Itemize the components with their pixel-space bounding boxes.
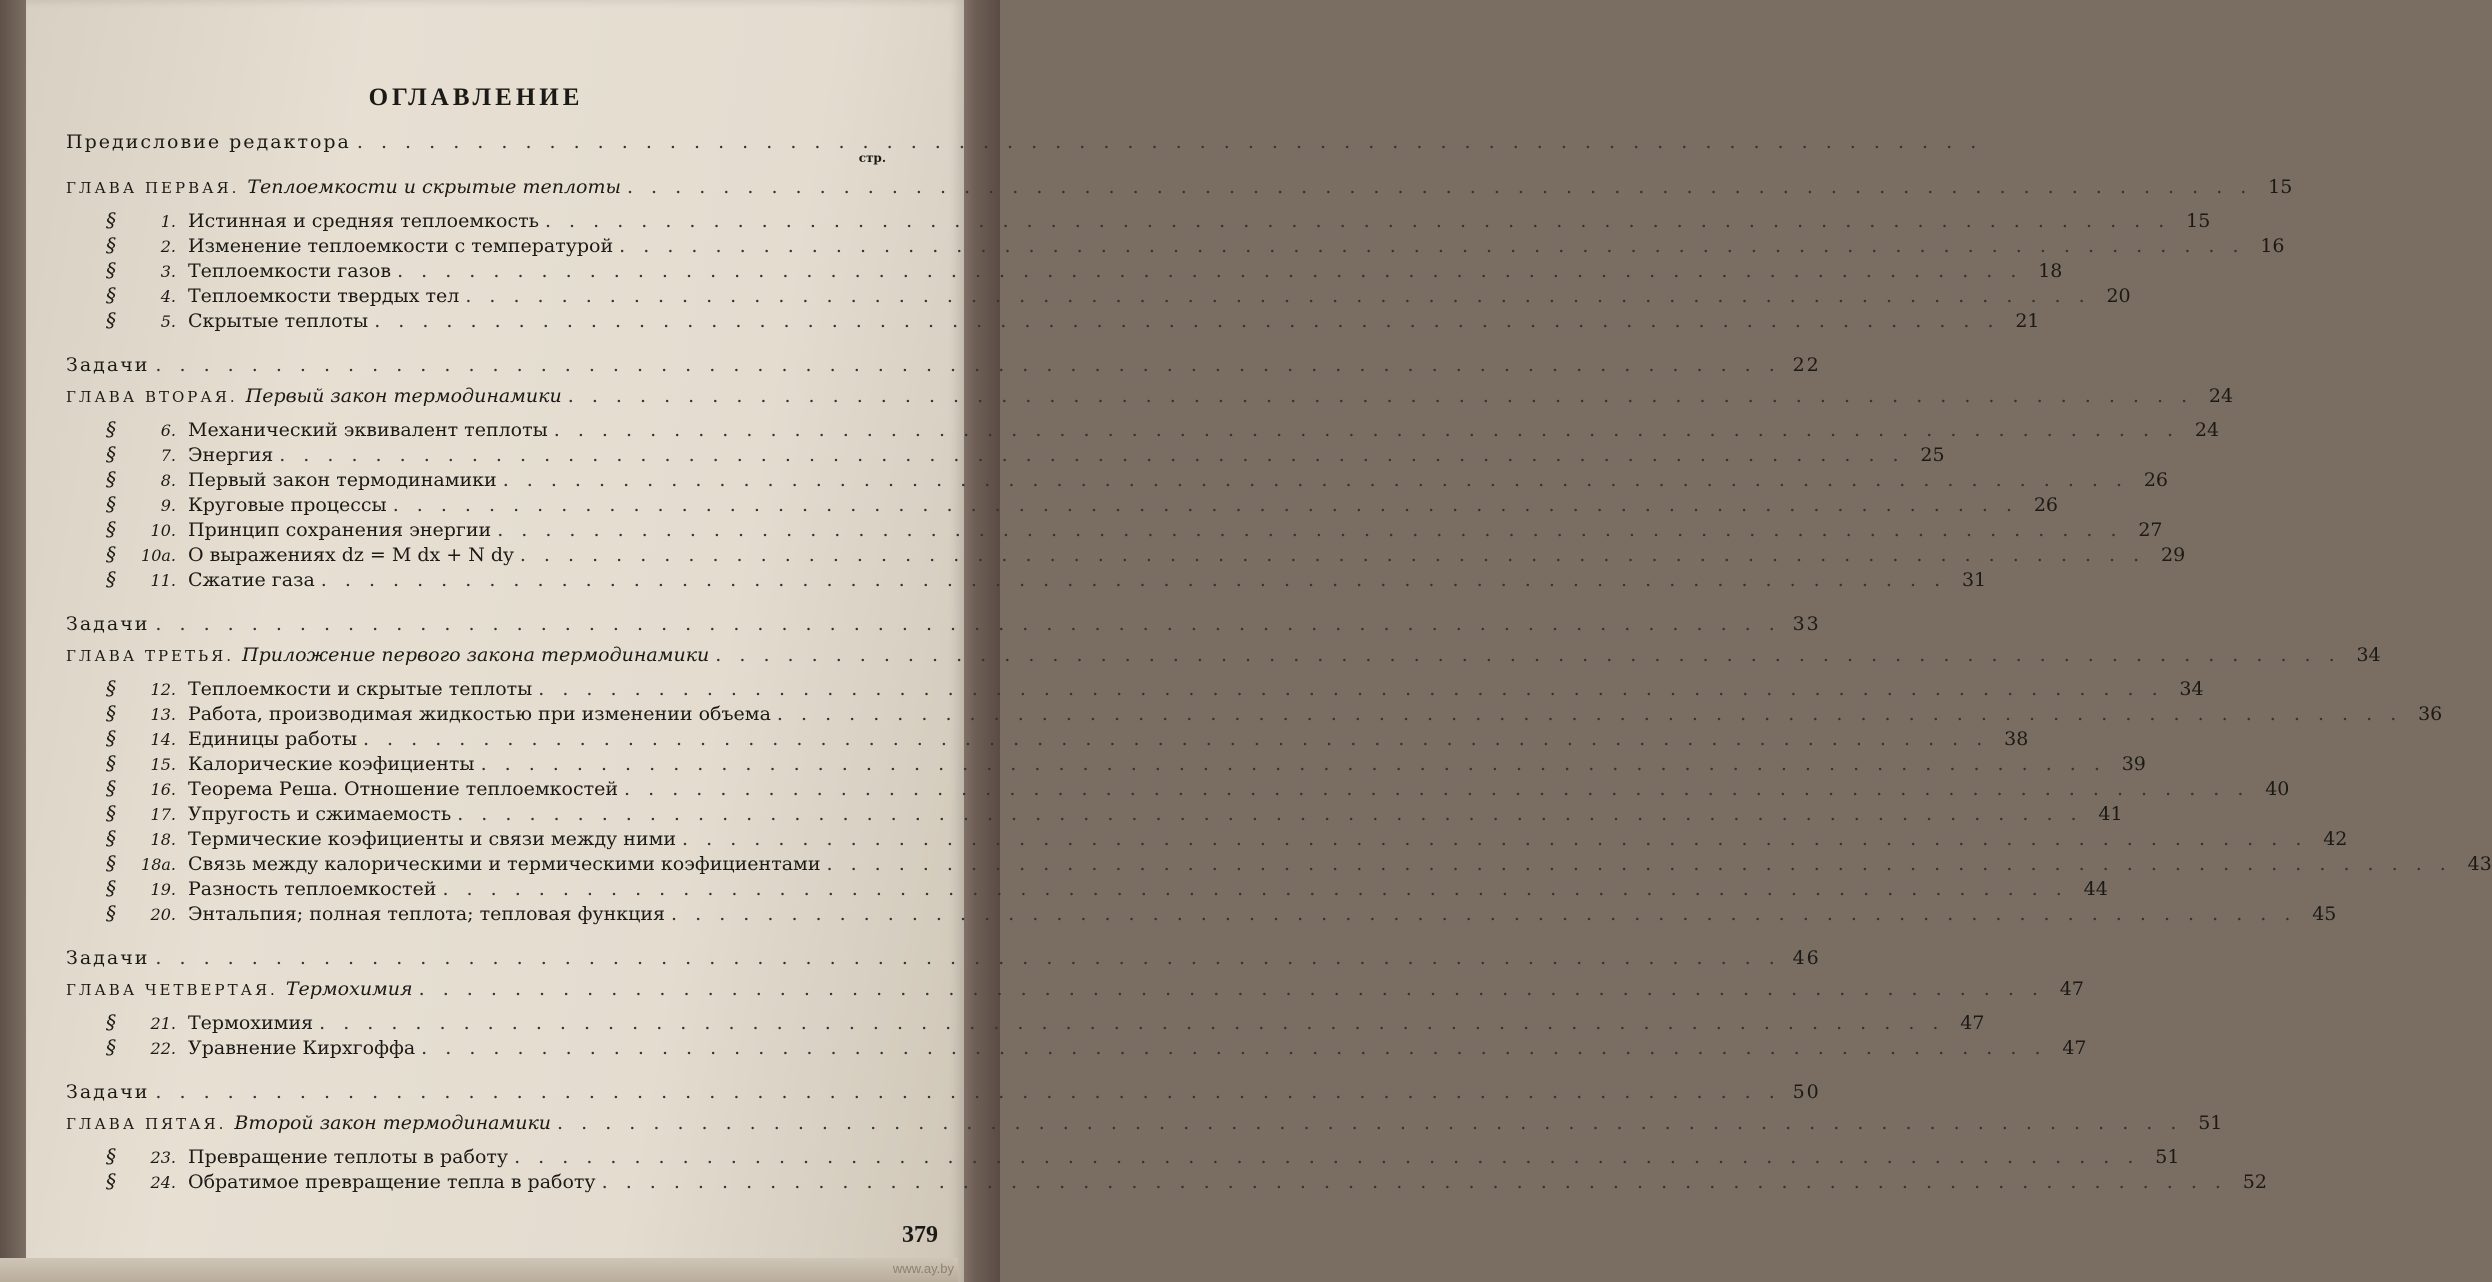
toc-section: § 15. Калорические коэфициенты . . . . . . . . . . . . . . . . . . . . . . . . . . . . . . . . . . . . . . . . . . . . . . . . . . . . . . . . . . . . . . . . . . . . 39: [106, 751, 2146, 775]
section-label: Сжатие газа: [188, 569, 315, 591]
toc-intro-page-row: [66, 165, 886, 169]
section-number: 22.: [150, 1039, 176, 1058]
section-symbol: §: [106, 726, 116, 750]
section-label: Превращение теплоты в работу: [188, 1146, 509, 1168]
section-label: Энтальпия; полная теплота; тепловая функция: [188, 903, 666, 925]
section-symbol: §: [106, 801, 116, 825]
section-number: 10a.: [141, 546, 176, 565]
section-label: Теплоемкости и скрытые теплоты: [188, 678, 533, 700]
section-symbol: §: [106, 208, 116, 232]
toc-chapter: ГЛАВА ЧЕТВЕРТАЯ. Термохимия . . . . . . . . . . . . . . . . . . . . . . . . . . . . . . . . . . . . . . . . . . . . . . . . . . . . . . . . . . . . . . . . . . . . 47: [66, 978, 2084, 1000]
toc-section: § 18a. Связь между калорическими и термическими коэфициентами . . . . . . . . . . . . . . . . . . . . . . . . . . . . . . . . . . . . . . . . . . . . . . . . . . . . . . . . . . . . . . . . . . . . 43: [106, 851, 2492, 875]
section-number: 17.: [150, 805, 176, 824]
section-number: 16.: [150, 780, 176, 799]
chapter-word: ГЛАВА ЧЕТВЕРТАЯ.: [66, 981, 278, 999]
section-symbol: §: [106, 676, 116, 700]
section-page: 51: [2155, 1146, 2180, 1168]
toc-chapter: ГЛАВА ВТОРАЯ. Первый закон термодинамики . . . . . . . . . . . . . . . . . . . . . . . . . . . . . . . . . . . . . . . . . . . . . . . . . . . . . . . . . . . . . . . . . . . . 24: [66, 385, 2234, 407]
toc-section: § 14. Единицы работы . . . . . . . . . . . . . . . . . . . . . . . . . . . . . . . . . . . . . . . . . . . . . . . . . . . . . . . . . . . . . . . . . . . . 38: [106, 726, 2029, 750]
section-label: Термические коэфициенты и связи между ними: [188, 828, 677, 850]
toc-chapter: ГЛАВА ТРЕТЬЯ. Приложение первого закона термодинамики . . . . . . . . . . . . . . . . . . . . . . . . . . . . . . . . . . . . . . . . . . . . . . . . . . . . . . . . . . . . . . . . . . . . 34: [66, 644, 2381, 666]
toc-section: § 3. Теплоемкости газов . . . . . . . . . . . . . . . . . . . . . . . . . . . . . . . . . . . . . . . . . . . . . . . . . . . . . . . . . . . . . . . . . . . . 18: [106, 258, 2063, 282]
section-page: 26: [2143, 469, 2169, 491]
tasks-page: 46: [1792, 947, 1821, 969]
toc-section: § 19. Разность теплоемкостей . . . . . . . . . . . . . . . . . . . . . . . . . . . . . . . . . . . . . . . . . . . . . . . . . . . . . . . . . . . . . . . . . . . . 44: [106, 876, 2108, 900]
section-label: Энергия: [188, 444, 274, 466]
section-symbol: §: [106, 442, 116, 466]
section-number: 21.: [150, 1014, 176, 1033]
section-number: 7.: [160, 446, 176, 465]
section-page: 36: [2418, 703, 2443, 725]
section-symbol: §: [106, 751, 116, 775]
page-number: 379: [902, 1222, 938, 1248]
toc-section: § 9. Круговые процессы . . . . . . . . . . . . . . . . . . . . . . . . . . . . . . . . . . . . . . . . . . . . . . . . . . . . . . . . . . . . . . . . . . . . 26: [106, 492, 2059, 516]
toc-section: § 11. Сжатие газа . . . . . . . . . . . . . . . . . . . . . . . . . . . . . . . . . . . . . . . . . . . . . . . . . . . . . . . . . . . . . . . . . . . . 31: [106, 567, 1987, 591]
section-symbol: §: [106, 542, 116, 566]
section-number: 23.: [150, 1148, 176, 1167]
toc-section: § 4. Теплоемкости твердых тел . . . . . . . . . . . . . . . . . . . . . . . . . . . . . . . . . . . . . . . . . . . . . . . . . . . . . . . . . . . . . . . . . . . . 20: [106, 283, 2131, 307]
chapter-title: Первый закон термодинамики: [245, 385, 562, 407]
toc-section: § 12. Теплоемкости и скрытые теплоты . . . . . . . . . . . . . . . . . . . . . . . . . . . . . . . . . . . . . . . . . . . . . . . . . . . . . . . . . . . . . . . . . . . . 34: [106, 676, 2204, 700]
toc-section: § 18. Термические коэфициенты и связи между ними . . . . . . . . . . . . . . . . . . . . . . . . . . . . . . . . . . . . . . . . . . . . . . . . . . . . . . . . . . . . . . . . . . . . 42: [106, 826, 2348, 850]
section-symbol: §: [106, 876, 116, 900]
section-number: 9.: [160, 496, 176, 515]
section-symbol: §: [106, 258, 116, 282]
section-symbol: §: [106, 517, 116, 541]
section-page: 40: [2265, 778, 2290, 800]
section-label: Термохимия: [188, 1012, 314, 1034]
section-page: 27: [2138, 519, 2163, 541]
section-symbol: §: [106, 826, 116, 850]
section-label: Изменение теплоемкости с температурой: [188, 235, 614, 257]
section-symbol: §: [106, 1169, 116, 1193]
section-page: 24: [2194, 419, 2220, 441]
section-number: 15.: [150, 755, 176, 774]
section-label: Теплоемкости газов: [188, 260, 392, 282]
chapter-word: ГЛАВА ПЕРВАЯ.: [66, 179, 240, 197]
section-symbol: §: [106, 701, 116, 725]
toc-section: § 23. Превращение теплоты в работу . . . . . . . . . . . . . . . . . . . . . . . . . . . . . . . . . . . . . . . . . . . . . . . . . . . . . . . . . . . . . . . . . . . . 51: [106, 1144, 2180, 1168]
section-number: 19.: [150, 880, 176, 899]
toc-section: § 6. Механический эквивалент теплоты . . . . . . . . . . . . . . . . . . . . . . . . . . . . . . . . . . . . . . . . . . . . . . . . . . . . . . . . . . . . . . . . . . . . 24: [106, 417, 2220, 441]
section-symbol: §: [106, 283, 116, 307]
section-number: 18.: [150, 830, 176, 849]
section-label: Упругость и сжимаемость: [188, 803, 452, 825]
toc-tasks: Задачи . . . . . . . . . . . . . . . . . . . . . . . . . . . . . . . . . . . . . . . . . . . . . . . . . . . . . . . . . . . . . . . . . . . . 33: [66, 613, 1821, 635]
section-label: Круговые процессы: [188, 494, 387, 516]
chapter-word: ГЛАВА ТРЕТЬЯ.: [66, 647, 235, 665]
section-page: 44: [2083, 878, 2108, 900]
section-symbol: §: [106, 851, 116, 875]
section-number: 20.: [150, 905, 176, 924]
toc-section: § 13. Работа, производимая жидкостью при изменении объема . . . . . . . . . . . . . . . . . . . . . . . . . . . . . . . . . . . . . . . . . . . . . . . . . . . . . . . . . . . . . . . . . . . . 36: [106, 701, 2443, 725]
chapter-title: Второй закон термодинамики: [234, 1112, 552, 1134]
toc-section: § 20. Энтальпия; полная теплота; тепловая функция . . . . . . . . . . . . . . . . . . . . . . . . . . . . . . . . . . . . . . . . . . . . . . . . . . . . . . . . . . . . . . . . . . . . 45: [106, 901, 2337, 925]
chapter-page: 51: [2198, 1112, 2223, 1134]
section-label: Калорические коэфициенты: [188, 753, 475, 775]
section-label: Теплоемкости твердых тел: [188, 285, 460, 307]
chapter-page: 34: [2356, 644, 2381, 666]
page-column-header: стр.: [858, 151, 886, 165]
tasks-page: 50: [1792, 1081, 1821, 1103]
section-symbol: §: [106, 417, 116, 441]
section-page: 47: [2062, 1037, 2087, 1059]
section-label: Скрытые теплоты: [188, 310, 369, 332]
toc-intro: Предисловие редактора . . . . . . . . . . . . . . . . . . . . . . . . . . . . . . . . . . . . . . . . . . . . . . . . . . . . . . . . . . . . . . . . . . . .: [66, 131, 1983, 153]
section-symbol: §: [106, 1144, 116, 1168]
section-page: 42: [2323, 828, 2348, 850]
section-label: Разность теплоемкостей: [188, 878, 437, 900]
section-page: 29: [2160, 544, 2186, 566]
section-symbol: §: [106, 308, 116, 332]
section-number: 3.: [160, 262, 176, 281]
section-page: 15: [2186, 210, 2211, 232]
section-page: 39: [2121, 753, 2146, 775]
section-number: 1.: [160, 212, 176, 231]
section-label: Принцип сохранения энергии: [188, 519, 492, 541]
toc-section: § 10. Принцип сохранения энергии . . . . . . . . . . . . . . . . . . . . . . . . . . . . . . . . . . . . . . . . . . . . . . . . . . . . . . . . . . . . . . . . . . . . 27: [106, 517, 2163, 541]
section-page: 16: [2260, 235, 2285, 257]
section-label: Истинная и средняя теплоемкость: [188, 210, 539, 232]
section-label: Обратимое превращение тепла в работу: [188, 1171, 596, 1193]
toc-section: § 21. Термохимия . . . . . . . . . . . . . . . . . . . . . . . . . . . . . . . . . . . . . . . . . . . . . . . . . . . . . . . . . . . . . . . . . . . . 47: [106, 1010, 1985, 1034]
section-page: 52: [2242, 1171, 2267, 1193]
toc-chapter: ГЛАВА ПЕРВАЯ. Теплоемкости и скрытые теплоты . . . . . . . . . . . . . . . . . . . . . . . . . . . . . . . . . . . . . . . . . . . . . . . . . . . . . . . . . . . . . . . . . . . . 15: [66, 176, 2293, 198]
watermark: www.ay.by: [892, 1261, 954, 1276]
section-label: Связь между калорическими и термическими коэфициентами: [188, 853, 821, 875]
toc-section: § 7. Энергия . . . . . . . . . . . . . . . . . . . . . . . . . . . . . . . . . . . . . . . . . . . . . . . . . . . . . . . . . . . . . . . . . . . . 25: [106, 442, 1945, 466]
section-symbol: §: [106, 233, 116, 257]
section-label: Единицы работы: [188, 728, 357, 750]
chapter-list: [66, 175, 2492, 1214]
section-number: 12.: [150, 680, 176, 699]
chapter-title: Термохимия: [285, 978, 413, 1000]
tasks-page: 33: [1792, 613, 1821, 635]
section-symbol: §: [106, 1035, 116, 1059]
chapter-title: Приложение первого закона термодинамики: [242, 644, 710, 666]
toc-chapter: ГЛАВА ПЯТАЯ. Второй закон термодинамики . . . . . . . . . . . . . . . . . . . . . . . . . . . . . . . . . . . . . . . . . . . . . . . . . . . . . . . . . . . . . . . . . . . . 51: [66, 1112, 2223, 1134]
section-page: 43: [2467, 853, 2492, 875]
section-label: Уравнение Кирхгоффа: [188, 1037, 416, 1059]
section-page: 41: [2098, 803, 2123, 825]
section-label: Первый закон термодинамики: [188, 469, 497, 491]
section-page: 45: [2312, 903, 2337, 925]
section-symbol: §: [106, 467, 116, 491]
section-page: 26: [2033, 494, 2059, 516]
section-number: 11.: [150, 571, 176, 590]
section-number: 13.: [150, 705, 176, 724]
toc-section: § 1. Истинная и средняя теплоемкость . . . . . . . . . . . . . . . . . . . . . . . . . . . . . . . . . . . . . . . . . . . . . . . . . . . . . . . . . . . . . . . . . . . . 15: [106, 208, 2211, 232]
section-page: 47: [1960, 1012, 1985, 1034]
toc-section: § 16. Теорема Реша. Отношение теплоемкостей . . . . . . . . . . . . . . . . . . . . . . . . . . . . . . . . . . . . . . . . . . . . . . . . . . . . . . . . . . . . . . . . . . . . 40: [106, 776, 2290, 800]
section-label: Теорема Реша. Отношение теплоемкостей: [188, 778, 619, 800]
section-page: 31: [1961, 569, 1987, 591]
section-symbol: §: [106, 776, 116, 800]
toc-section: § 5. Скрытые теплоты . . . . . . . . . . . . . . . . . . . . . . . . . . . . . . . . . . . . . . . . . . . . . . . . . . . . . . . . . . . . . . . . . . . . 21: [106, 308, 2040, 332]
chapter-word: ГЛАВА ВТОРАЯ.: [66, 388, 238, 406]
section-number: 18a.: [141, 855, 176, 874]
section-page: 25: [1920, 444, 1945, 466]
chapter-word: ГЛАВА ПЯТАЯ.: [66, 1115, 227, 1133]
page-stack-edge: [0, 1258, 958, 1282]
toc-tasks: Задачи . . . . . . . . . . . . . . . . . . . . . . . . . . . . . . . . . . . . . . . . . . . . . . . . . . . . . . . . . . . . . . . . . . . . 50: [66, 1081, 1821, 1103]
section-symbol: §: [106, 492, 116, 516]
toc-tasks: Задачи . . . . . . . . . . . . . . . . . . . . . . . . . . . . . . . . . . . . . . . . . . . . . . . . . . . . . . . . . . . . . . . . . . . . 22: [66, 354, 1821, 376]
toc-section: § 8. Первый закон термодинамики . . . . . . . . . . . . . . . . . . . . . . . . . . . . . . . . . . . . . . . . . . . . . . . . . . . . . . . . . . . . . . . . . . . . 26: [106, 467, 2169, 491]
tasks-label: Задачи: [66, 613, 150, 635]
chapter-page: 15: [2268, 176, 2293, 198]
section-label: Работа, производимая жидкостью при изменении объема: [188, 703, 771, 725]
book-page: [26, 0, 2492, 1282]
section-page: 21: [2015, 310, 2040, 332]
chapter-page: 47: [2059, 978, 2084, 1000]
section-page: 20: [2106, 285, 2131, 307]
section-label: О выражениях dz = M dx + N dy: [188, 544, 514, 566]
page-title: ОГЛАВЛЕНИЕ: [368, 84, 584, 111]
section-page: 18: [2038, 260, 2063, 282]
section-symbol: §: [106, 567, 116, 591]
tasks-label: Задачи: [66, 947, 150, 969]
section-number: 5.: [160, 312, 176, 331]
toc-section: § 10a. О выражениях dz = M dx + N dy . . . . . . . . . . . . . . . . . . . . . . . . . . . . . . . . . . . . . . . . . . . . . . . . . . . . . . . . . . . . . . . . . . . . 29: [106, 542, 2186, 566]
toc-section: § 2. Изменение теплоемкости с температурой . . . . . . . . . . . . . . . . . . . . . . . . . . . . . . . . . . . . . . . . . . . . . . . . . . . . . . . . . . . . . . . . . . . . 16: [106, 233, 2285, 257]
section-page: 38: [2004, 728, 2029, 750]
section-page: 34: [2179, 678, 2204, 700]
tasks-label: Задачи: [66, 1081, 150, 1103]
section-symbol: §: [106, 1010, 116, 1034]
toc-section: § 22. Уравнение Кирхгоффа . . . . . . . . . . . . . . . . . . . . . . . . . . . . . . . . . . . . . . . . . . . . . . . . . . . . . . . . . . . . . . . . . . . . 47: [106, 1035, 2087, 1059]
tasks-label: Задачи: [66, 354, 150, 376]
section-number: 24.: [150, 1173, 176, 1192]
toc-section: § 17. Упругость и сжимаемость . . . . . . . . . . . . . . . . . . . . . . . . . . . . . . . . . . . . . . . . . . . . . . . . . . . . . . . . . . . . . . . . . . . . 41: [106, 801, 2123, 825]
section-number: 2.: [160, 237, 176, 256]
chapter-page: 24: [2208, 385, 2234, 407]
chapter-title: Теплоемкости и скрытые теплоты: [247, 176, 621, 198]
section-number: 14.: [150, 730, 176, 749]
section-number: 10.: [150, 521, 176, 540]
table-of-contents: [66, 78, 2492, 1214]
section-number: 8.: [160, 471, 176, 490]
section-symbol: §: [106, 901, 116, 925]
toc-tasks: Задачи . . . . . . . . . . . . . . . . . . . . . . . . . . . . . . . . . . . . . . . . . . . . . . . . . . . . . . . . . . . . . . . . . . . . 46: [66, 947, 1821, 969]
section-number: 6.: [160, 421, 176, 440]
tasks-page: 22: [1792, 354, 1821, 376]
section-number: 4.: [160, 287, 176, 306]
section-label: Механический эквивалент теплоты: [188, 419, 548, 441]
intro-label: Предисловие редактора: [66, 131, 351, 153]
toc-section: § 24. Обратимое превращение тепла в работу . . . . . . . . . . . . . . . . . . . . . . . . . . . . . . . . . . . . . . . . . . . . . . . . . . . . . . . . . . . . . . . . . . . . 52: [106, 1169, 2267, 1193]
